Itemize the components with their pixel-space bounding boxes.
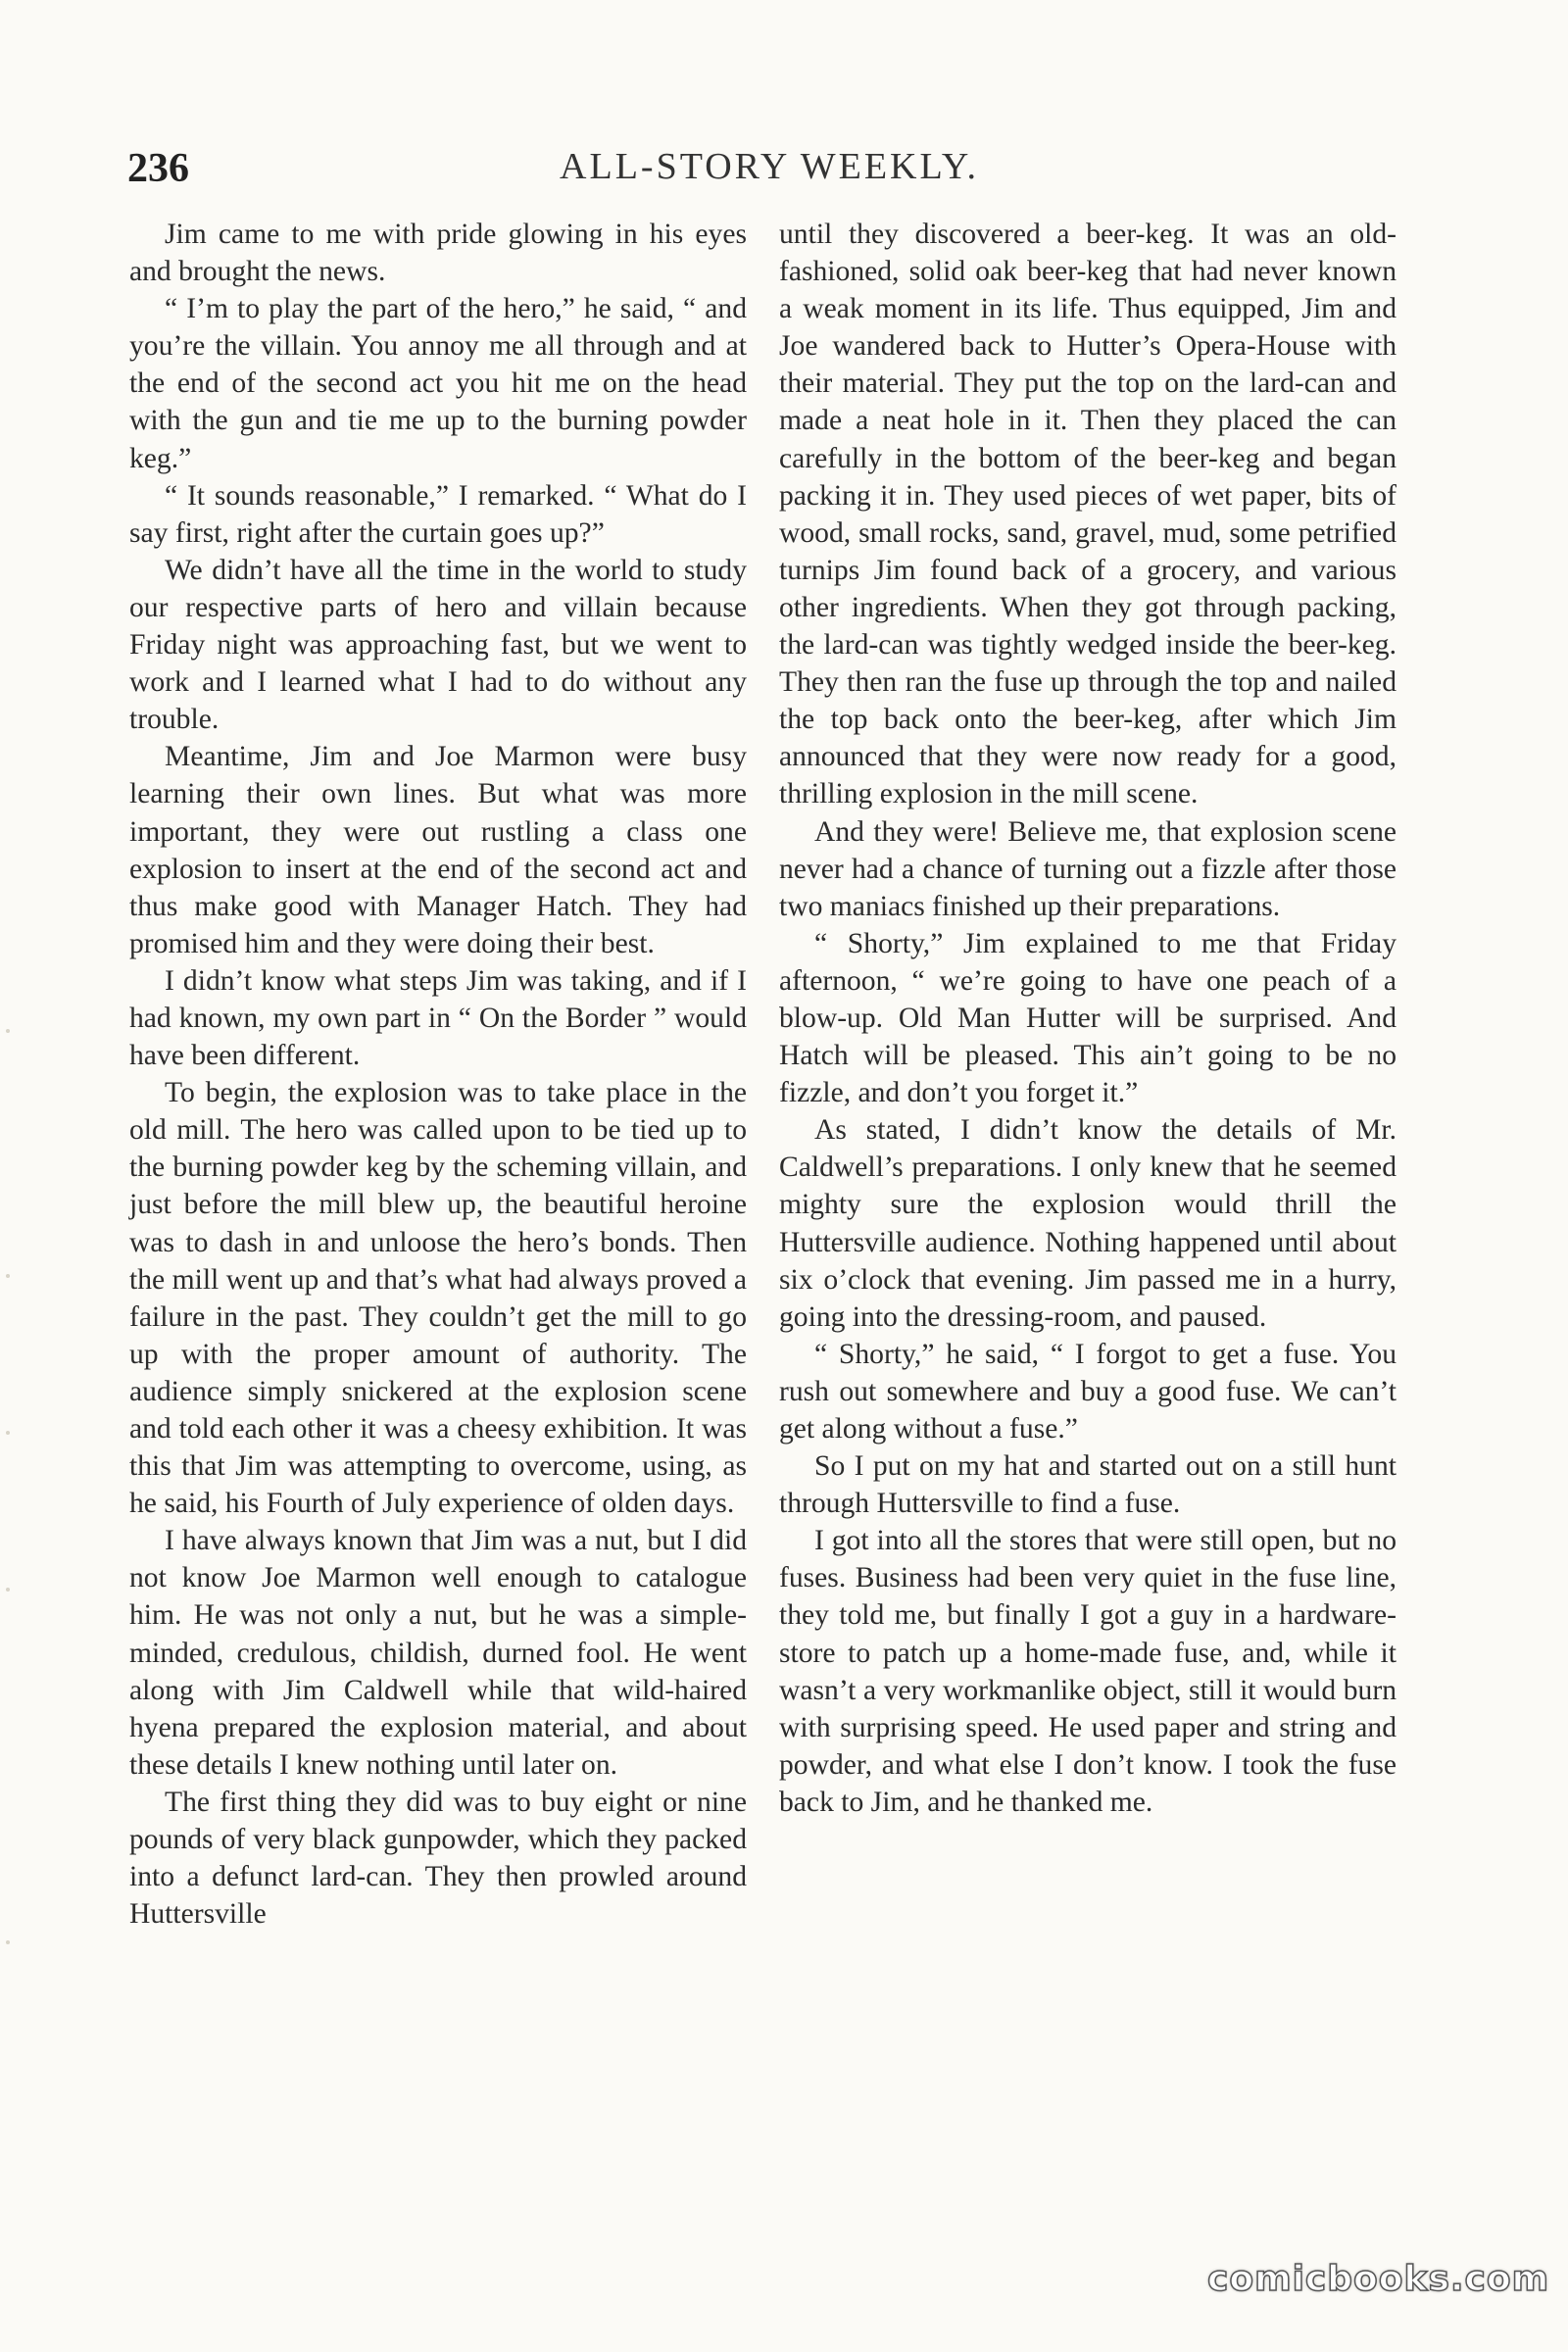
margin-speck [6, 1588, 10, 1592]
paragraph: And they were! Believe me, that explosion scene never had a chance of turning out a fizzle after those two maniacs finished up their preparations. [779, 815, 1396, 922]
paragraph: until they discovered a beer-keg. It was an old-fashioned, solid oak beer-keg that had never known a weak moment in its life. Thus equipped, Jim and Joe wandered back to Hutter’s Opera-House with their material. They put the top on the lard-can and made a neat hole in it. Then they placed the can carefully in the bottom of the beer-keg and began packing it in. They used pieces of wet paper, bits of wood, small rocks, sand, gravel, mud, some petrified turnips Jim found back of a grocery, and various other ingredients. When they got through packing, the lard-can was tightly wedged inside the beer-keg. They then ran the fuse up through the top and nailed the top back onto the beer-keg, after which Jim announced that they were now ready for a good, thrilling explosion in the mill scene. [779, 219, 1396, 810]
paragraph: I didn’t know what steps Jim was taking, and if I had known, my own part in “ On the Border ” would have been different. [129, 964, 747, 1072]
paragraph: As stated, I didn’t know the details of Mr. Caldwell’s preparations. I only knew that he seemed mighty sure the explosion would thrill the Huttersville audience. Nothing happened until about six o’clock that evening. Jim passed me in a hurry, going into the dressing-room, and paused. [779, 1114, 1396, 1333]
margin-speck [6, 1274, 10, 1278]
paragraph: “ I’m to play the part of the hero,” he said, “ and you’re the villain. You annoy me all through and at the end of the second act you hit me on the head with the gun and tie me up to the burning powder keg.” [129, 293, 747, 474]
left-column [129, 216, 747, 1933]
paragraph: The first thing they did was to buy eight or nine pounds of very black gunpowder, which they packed into a defunct lard-can. They then prowled around Huttersville [129, 1786, 747, 1931]
paragraph: So I put on my hat and started out on a still hunt through Huttersville to find a fuse. [779, 1450, 1396, 1520]
page-header [127, 145, 1411, 204]
page-number: 236 [127, 146, 189, 191]
paragraph: Jim came to me with pride glowing in his eyes and brought the news. [129, 219, 747, 288]
margin-speck [6, 1431, 10, 1435]
paragraph: “ It sounds reasonable,” I remarked. “ What do I say first, right after the curtain goes up?” [129, 479, 747, 549]
running-title: ALL-STORY WEEKLY. [560, 146, 979, 187]
paragraph: Meantime, Jim and Joe Marmon were busy learning their own lines. But what was more important, they were out rustling a class one explosion to insert at the end of the second act and thus make good with Manager Hatch. They had promised him and they were doing their best. [129, 741, 747, 959]
paragraph: “ Shorty,” Jim explained to me that Friday afternoon, “ we’re going to have one peach of a blow-up. Old Man Hutter will be surprised. And Hatch will be pleased. This ain’t going to be no fizzle, and don’t you forget it.” [779, 927, 1396, 1109]
margin-speck [6, 1940, 10, 1944]
paragraph: I have always known that Jim was a nut, but I did not know Joe Marmon well enough to catalogue him. He was not only a nut, but he was a simple-minded, credulous, childish, durned fool. He went along with Jim Caldwell while that wild-haired hyena prepared the explosion material, and about these details I knew nothing until later on. [129, 1525, 747, 1781]
right-column [779, 216, 1396, 1821]
margin-speck [6, 1029, 10, 1033]
paragraph: “ Shorty,” he said, “ I forgot to get a fuse. You rush out somewhere and buy a good fuse. We can’t get along without a fuse.” [779, 1338, 1396, 1445]
paragraph: We didn’t have all the time in the world to study our respective parts of hero and villain because Friday night was approaching fast, but we went to work and I learned what I had to do without any trouble. [129, 554, 747, 736]
paragraph: I got into all the stores that were still open, but no fuses. Business had been very quiet in the fuse line, they told me, but finally I got a guy in a hardware-store to patch up a home-made fuse, and, while it wasn’t a very workmanlike object, still it would burn with surprising speed. He used paper and string and powder, and what else I don’t know. I took the fuse back to Jim, and he thanked me. [779, 1525, 1396, 1818]
paragraph: To begin, the explosion was to take place in the old mill. The hero was called upon to be tied up to the burning powder keg by the scheming villain, and just before the mill blew up, the beautiful heroine was to dash in and unloose the hero’s bonds. Then the mill went up and that’s what had always proved a failure in the past. They couldn’t get the mill to go up with the proper amount of authority. The audience simply snickered at the explosion scene and told each other it was a cheesy exhibition. It was this that Jim was attempting to overcome, using, as he said, his Fourth of July experience of olden days. [129, 1077, 747, 1520]
watermark-logo: comicbooks.com [1207, 2259, 1550, 2299]
